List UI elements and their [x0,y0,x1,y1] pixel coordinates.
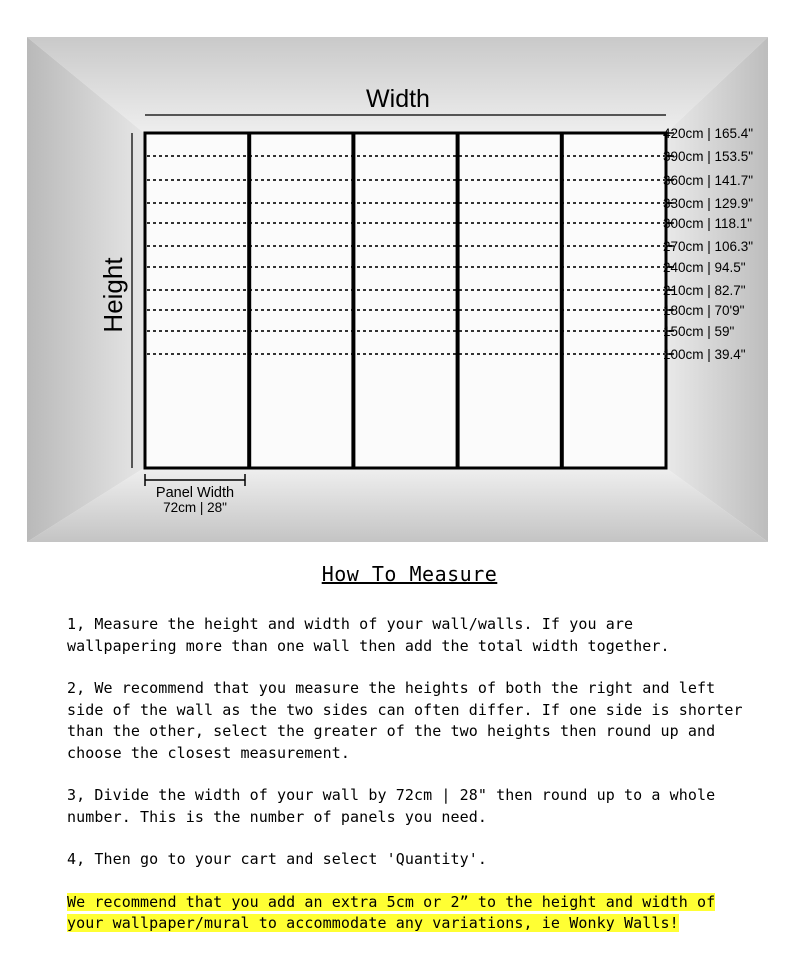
extra-note-text: We recommend that you add an extra 5cm or 2” to the height and width of your wallpaper/mural to accommodate any variations, ie Wonky Walls! [67,892,716,932]
height-mark-label: 360cm | 141.7" [663,173,754,188]
height-mark-label: 270cm | 106.3" [663,239,754,254]
height-mark-label: 420cm | 165.4" [663,126,754,141]
height-mark-label: 150cm | 59" [663,324,735,339]
width-label: Width [366,85,430,113]
step-4: 4, Then go to your cart and select 'Quantity'. [67,850,488,868]
height-mark-label: 100cm | 39.4" [663,347,746,362]
height-mark-label: 180cm | 70'9" [663,303,745,318]
panel-width-value: 72cm | 28" [163,500,227,515]
height-mark-label: 210cm | 82.7" [663,283,746,298]
panel-width-label: Panel Width [155,485,235,501]
instructions-section [67,562,747,956]
height-mark-label: 300cm | 118.1" [663,216,753,231]
step-1: 1, Measure the height and width of your wall/walls. If you are wallpapering more than one wall then add the total width together. [67,615,670,655]
height-label: Height [98,257,128,333]
how-to-measure-title: How To Measure [321,562,498,586]
room-diagram [27,37,768,542]
extra-note [67,892,747,935]
height-mark-label: 330cm | 129.9" [663,196,754,211]
height-mark-label: 240cm | 94.5" [663,260,746,275]
step-3: 3, Divide the width of your wall by 72cm | 28" then round up to a whole number. This is the number of panels you need. [67,786,716,826]
back-wall [145,133,666,468]
step-2: 2, We recommend that you measure the heights of both the right and left side of the wall as the two sides can often differ. If one side is shorter than the other, select the greater of the two heights then round up and choose the closest measurement. [67,679,743,762]
height-mark-label: 390cm | 153.5" [663,149,754,164]
